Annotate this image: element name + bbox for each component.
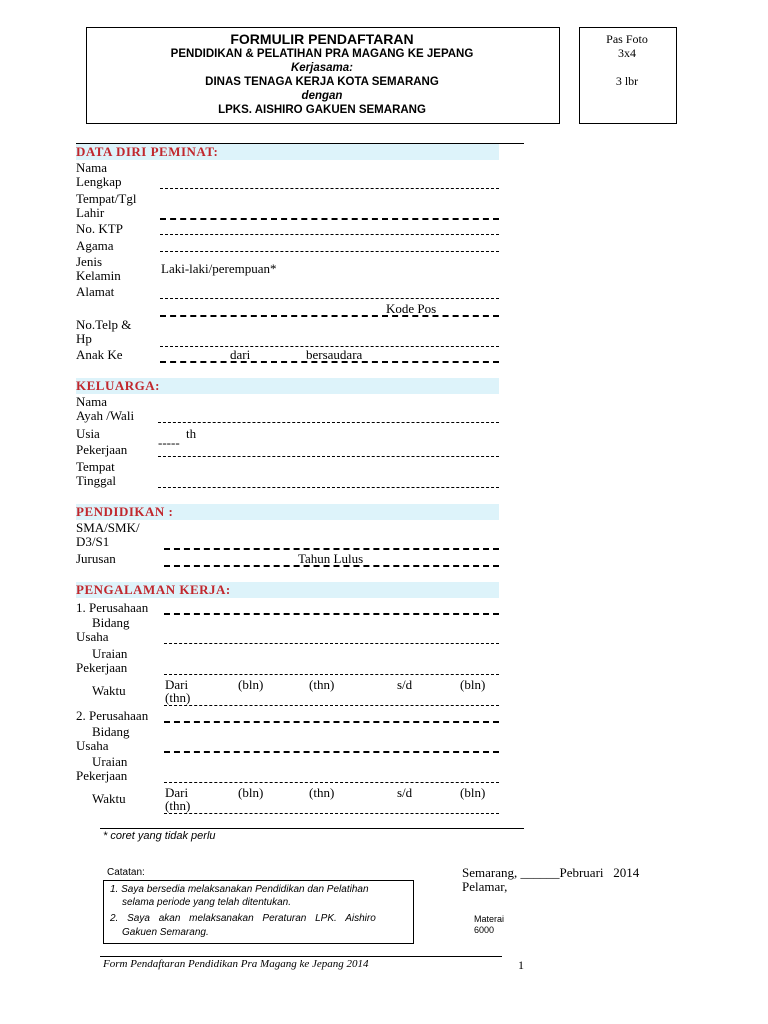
field-agama[interactable]: [160, 251, 499, 252]
section-pendidikan: PENDIDIKAN :: [76, 504, 499, 520]
label-anak-ke: Anak Ke: [76, 347, 123, 362]
label-dari-1: Dari: [165, 677, 189, 692]
label-dari-2: Dari: [165, 785, 189, 800]
label-telp: No.Telp &: [76, 317, 132, 332]
field-nama-ayah[interactable]: [158, 422, 499, 423]
label-lahir: Lahir: [76, 205, 105, 220]
label-bln-1b: (bln): [460, 677, 486, 692]
label-uraian-1: Uraian: [92, 646, 128, 661]
label-agama: Agama: [76, 238, 114, 253]
label-tempat-tgl: Tempat/Tgl: [76, 191, 137, 206]
photo-size: 3x4: [618, 46, 636, 60]
field-uraian-2[interactable]: [164, 782, 499, 783]
field-usia[interactable]: -----: [158, 435, 180, 450]
photo-count: 3 lbr: [615, 74, 639, 88]
label-pekerjaan-1: Pekerjaan: [76, 660, 128, 675]
label-hp: Hp: [76, 331, 92, 346]
label-sd-1: s/d: [397, 677, 413, 692]
catatan-label: Catatan:: [107, 867, 145, 878]
label-tinggal: Tinggal: [76, 473, 116, 488]
label-jurusan: Jurusan: [76, 551, 116, 566]
label-tempat: Tempat: [76, 459, 115, 474]
field-tempat-tgl-lahir[interactable]: [160, 218, 499, 220]
label-jenis: Jenis: [76, 254, 102, 269]
label-sma: SMA/SMK/: [76, 520, 140, 535]
section-pengalaman: PENGALAMAN KERJA:: [76, 582, 499, 598]
field-waktu-1[interactable]: [164, 705, 499, 706]
field-sekolah[interactable]: [164, 548, 499, 550]
form-subtitle: PENDIDIKAN & PELATIHAN PRA MAGANG KE JEPANG: [170, 48, 474, 60]
label-ayah-wali: Ayah /Wali: [76, 408, 135, 423]
label-thn-1b: (thn): [165, 690, 191, 705]
photo-label: Pas Foto: [606, 32, 648, 46]
label-tahun-lulus: Tahun Lulus: [298, 551, 364, 566]
catatan-item-2a: 2. Saya akan melaksanakan Peraturan LPK. Aishiro: [110, 913, 376, 924]
signature-place-date: Semarang, ______Pebruari 2014: [462, 865, 640, 880]
catatan-item-1a: 1. Saya bersedia melaksanakan Pendidikan dan Pelatihan: [110, 884, 369, 895]
label-uraian-2: Uraian: [92, 754, 128, 769]
bottom-rule: [100, 828, 524, 829]
value-kelamin: Laki-laki/perempuan*: [161, 261, 277, 276]
label-lengkap: Lengkap: [76, 174, 122, 189]
label-thn-1a: (thn): [309, 677, 335, 692]
footer-text: Form Pendaftaran Pendidikan Pra Magang ke Jepang 2014: [103, 958, 369, 970]
label-nama: Nama: [76, 160, 108, 175]
field-pekerjaan-ayah[interactable]: [158, 456, 499, 457]
catatan-item-2b: Gakuen Semarang.: [122, 927, 209, 938]
label-nama-ayah: Nama: [76, 394, 108, 409]
label-kelamin: Kelamin: [76, 268, 121, 283]
label-thn-2b: (thn): [165, 798, 191, 813]
form-title: FORMULIR PENDAFTARAN: [230, 31, 414, 47]
page-number: 1: [518, 958, 524, 972]
field-waktu-2[interactable]: [164, 813, 499, 814]
field-bidang-usaha-2[interactable]: [164, 751, 499, 753]
label-kode-pos: Kode Pos: [386, 301, 437, 316]
label-ktp: No. KTP: [76, 221, 123, 236]
field-alamat-1[interactable]: [160, 298, 499, 299]
section-keluarga: KELUARGA:: [76, 378, 499, 394]
label-bln-1a: (bln): [238, 677, 264, 692]
materai-label: Materai: [474, 914, 505, 924]
label-d3: D3/S1: [76, 534, 110, 549]
field-anak-ke[interactable]: [160, 361, 499, 363]
field-perusahaan-2[interactable]: [164, 721, 499, 723]
signature-pelamar: Pelamar,: [462, 879, 508, 894]
label-bln-2b: (bln): [460, 785, 486, 800]
cooperation-label: Kerjasama:: [290, 62, 353, 74]
label-perusahaan-2: 2. Perusahaan: [76, 708, 149, 723]
section-data-diri: DATA DIRI PEMINAT:: [76, 144, 499, 160]
catatan-item-1b: selama periode yang telah ditentukan.: [122, 897, 292, 908]
note-coret: * coret yang tidak perlu: [103, 830, 216, 842]
field-bidang-usaha-1[interactable]: [164, 643, 499, 644]
label-usaha-1: Usaha: [76, 629, 109, 644]
label-pekerjaan-ayah: Pekerjaan: [76, 442, 128, 457]
label-bersaudara: bersaudara: [306, 347, 363, 362]
label-waktu-1: Waktu: [92, 683, 126, 698]
field-perusahaan-1[interactable]: [164, 613, 499, 615]
label-perusahaan-1: 1. Perusahaan: [76, 600, 149, 615]
label-usia: Usia: [76, 426, 100, 441]
institution-2: LPKS. AISHIRO GAKUEN SEMARANG: [218, 104, 426, 116]
label-thn-2a: (thn): [309, 785, 335, 800]
label-dari: dari: [230, 347, 251, 362]
field-nama-lengkap[interactable]: [160, 188, 499, 189]
field-jurusan[interactable]: [164, 565, 499, 567]
field-alamat-2[interactable]: [160, 315, 499, 317]
materai-value: 6000: [474, 925, 495, 935]
label-alamat: Alamat: [76, 284, 115, 299]
field-ktp[interactable]: [160, 234, 499, 235]
institution-1: DINAS TENAGA KERJA KOTA SEMARANG: [205, 76, 439, 88]
label-waktu-2: Waktu: [92, 791, 126, 806]
field-uraian-1[interactable]: [164, 674, 499, 675]
conjunction-label: dengan: [301, 90, 343, 102]
label-usaha-2: Usaha: [76, 738, 109, 753]
label-bidang-1: Bidang: [92, 615, 130, 630]
label-sd-2: s/d: [397, 785, 413, 800]
label-th: th: [186, 426, 197, 441]
label-pekerjaan-2: Pekerjaan: [76, 768, 128, 783]
footer-rule: [100, 956, 502, 957]
label-bln-2a: (bln): [238, 785, 264, 800]
field-tempat-tinggal[interactable]: [158, 487, 499, 488]
label-bidang-2: Bidang: [92, 724, 130, 739]
